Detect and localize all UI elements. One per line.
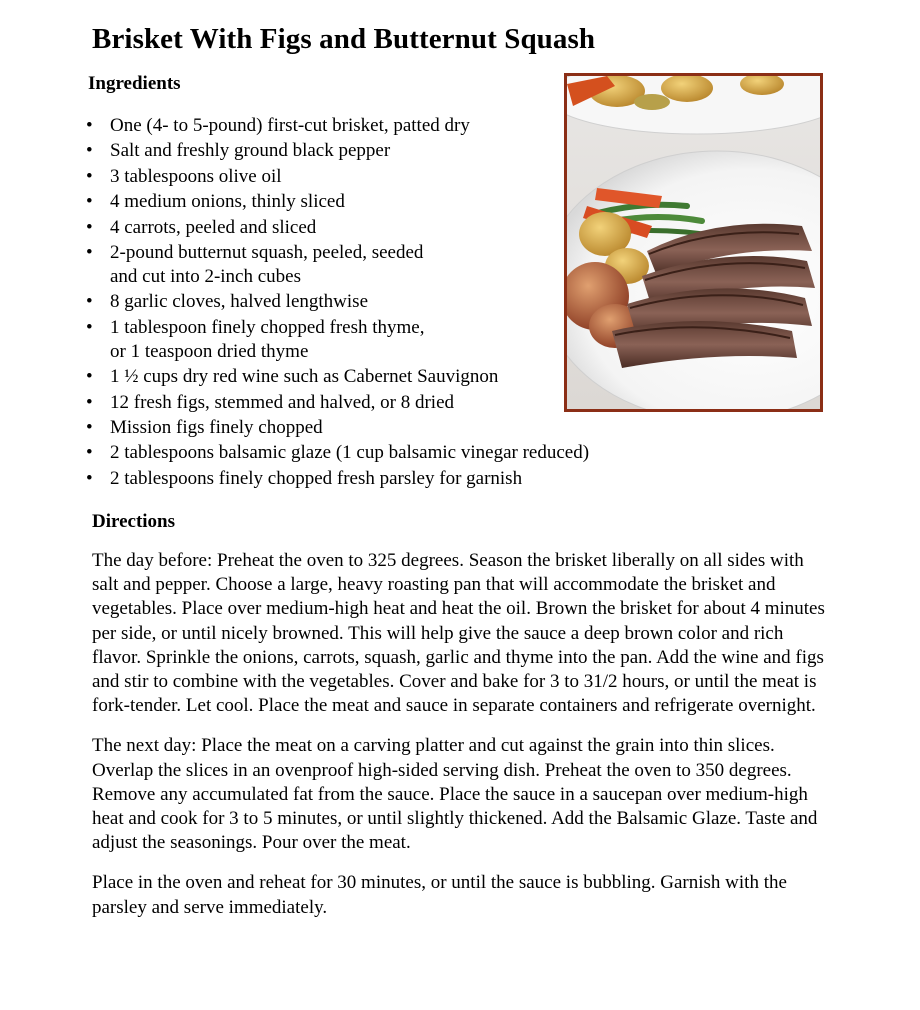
ingredient-item	[84, 415, 589, 440]
ingredient-text: One (4- to 5-pound) first-cut brisket, patted dry	[110, 115, 470, 136]
bullet-icon: •	[86, 216, 93, 238]
bullet-icon: •	[86, 140, 93, 162]
bullet-icon: •	[86, 366, 93, 388]
bullet-icon: •	[86, 291, 93, 313]
ingredient-item	[84, 189, 589, 214]
ingredient-text: 8 garlic cloves, halved lengthwise	[110, 291, 369, 313]
bullet-icon: •	[86, 242, 93, 264]
ingredient-item	[84, 138, 589, 163]
ingredient-item	[84, 390, 589, 415]
ingredient-item	[84, 315, 589, 364]
ingredients-heading: Ingredients	[88, 73, 181, 94]
bullet-icon: •	[86, 442, 93, 464]
ingredient-text: 1 ½ cups dry red wine such as Cabernet Sauvignon	[110, 366, 499, 388]
ingredient-text: 12 fresh figs, stemmed and halved, or 8 dried	[110, 391, 455, 413]
ingredient-text: 2 tablespoons balsamic glaze (1 cup balsamic vinegar reduced)	[110, 442, 590, 464]
bullet-icon: •	[86, 115, 93, 136]
ingredient-text: Salt and freshly ground black pepper	[110, 140, 391, 162]
bullet-icon: •	[86, 391, 93, 413]
bullet-icon: •	[86, 467, 93, 489]
direction-paragraph: The next day: Place the meat on a carving platter and cut against the grain into thin slices. Overlap the slices in an ovenproof high-sided serving dish. Preheat the oven to 350 degrees. Remove any accumulated fat from the sauce. Place the sauce in a saucepan over medium-high heat and cook for 3 to 5 minutes, or until slightly thickened. Add the Balsamic Glaze. Taste and adjust the seasonings. Pour over the meat.	[92, 735, 818, 854]
ingredient-text: 1 tablespoon finely chopped fresh thyme,	[110, 316, 425, 338]
direction-paragraph: Place in the oven and reheat for 30 minutes, or until the sauce is bubbling. Garnish with the parsley and serve immediately.	[92, 872, 787, 918]
ingredient-text-continued: or 1 teaspoon dried thyme	[110, 341, 309, 363]
ingredient-item	[84, 164, 589, 189]
ingredient-text: Mission figs finely chopped	[110, 417, 323, 439]
ingredient-list	[84, 113, 589, 491]
bullet-icon: •	[86, 165, 93, 187]
direction-paragraph: The day before: Preheat the oven to 325 degrees. Season the brisket liberally on all sides with salt and pepper. Choose a large, heavy roasting pan that will accommodate the brisket and vegetables. Place over medium-high heat and heat the oil. Brown the brisket for about 4 minutes per side, or until nicely browned. This will help give the sauce a deep brown color and rich flavor. Sprinkle the onions, carrots, squash, garlic and thyme into the pan. Add the wine and figs and stir to combine with the vegetables. Cover and bake for 3 to 31/2 hours, or until the meat is fork-tender. Let cool. Place the meat and sauce in separate containers and refrigerate overnight.	[92, 550, 825, 717]
brisket-photo	[564, 73, 823, 412]
ingredient-text: 3 tablespoons olive oil	[110, 165, 282, 187]
ingredient-item	[84, 289, 589, 314]
brisket-plate-illustration	[567, 76, 820, 409]
ingredient-item	[84, 240, 589, 289]
bullet-icon: •	[86, 191, 93, 213]
page-title: Brisket With Figs and Butternut Squash	[92, 23, 596, 55]
ingredient-item	[84, 466, 589, 491]
ingredient-text: 2-pound butternut squash, peeled, seeded	[110, 242, 424, 264]
directions-body	[92, 549, 832, 936]
ingredient-text-continued: and cut into 2-inch cubes	[110, 266, 302, 288]
ingredient-text: 4 carrots, peeled and sliced	[110, 216, 317, 238]
directions-heading: Directions	[92, 511, 176, 532]
ingredient-text: 4 medium onions, thinly sliced	[110, 191, 345, 213]
ingredient-item	[84, 440, 589, 465]
ingredient-item	[84, 113, 589, 138]
ingredient-text: 2 tablespoons finely chopped fresh parsley for garnish	[110, 467, 523, 489]
bullet-icon: •	[86, 417, 93, 439]
bullet-icon: •	[86, 316, 93, 338]
ingredient-item	[84, 364, 589, 389]
ingredient-item	[84, 215, 589, 240]
